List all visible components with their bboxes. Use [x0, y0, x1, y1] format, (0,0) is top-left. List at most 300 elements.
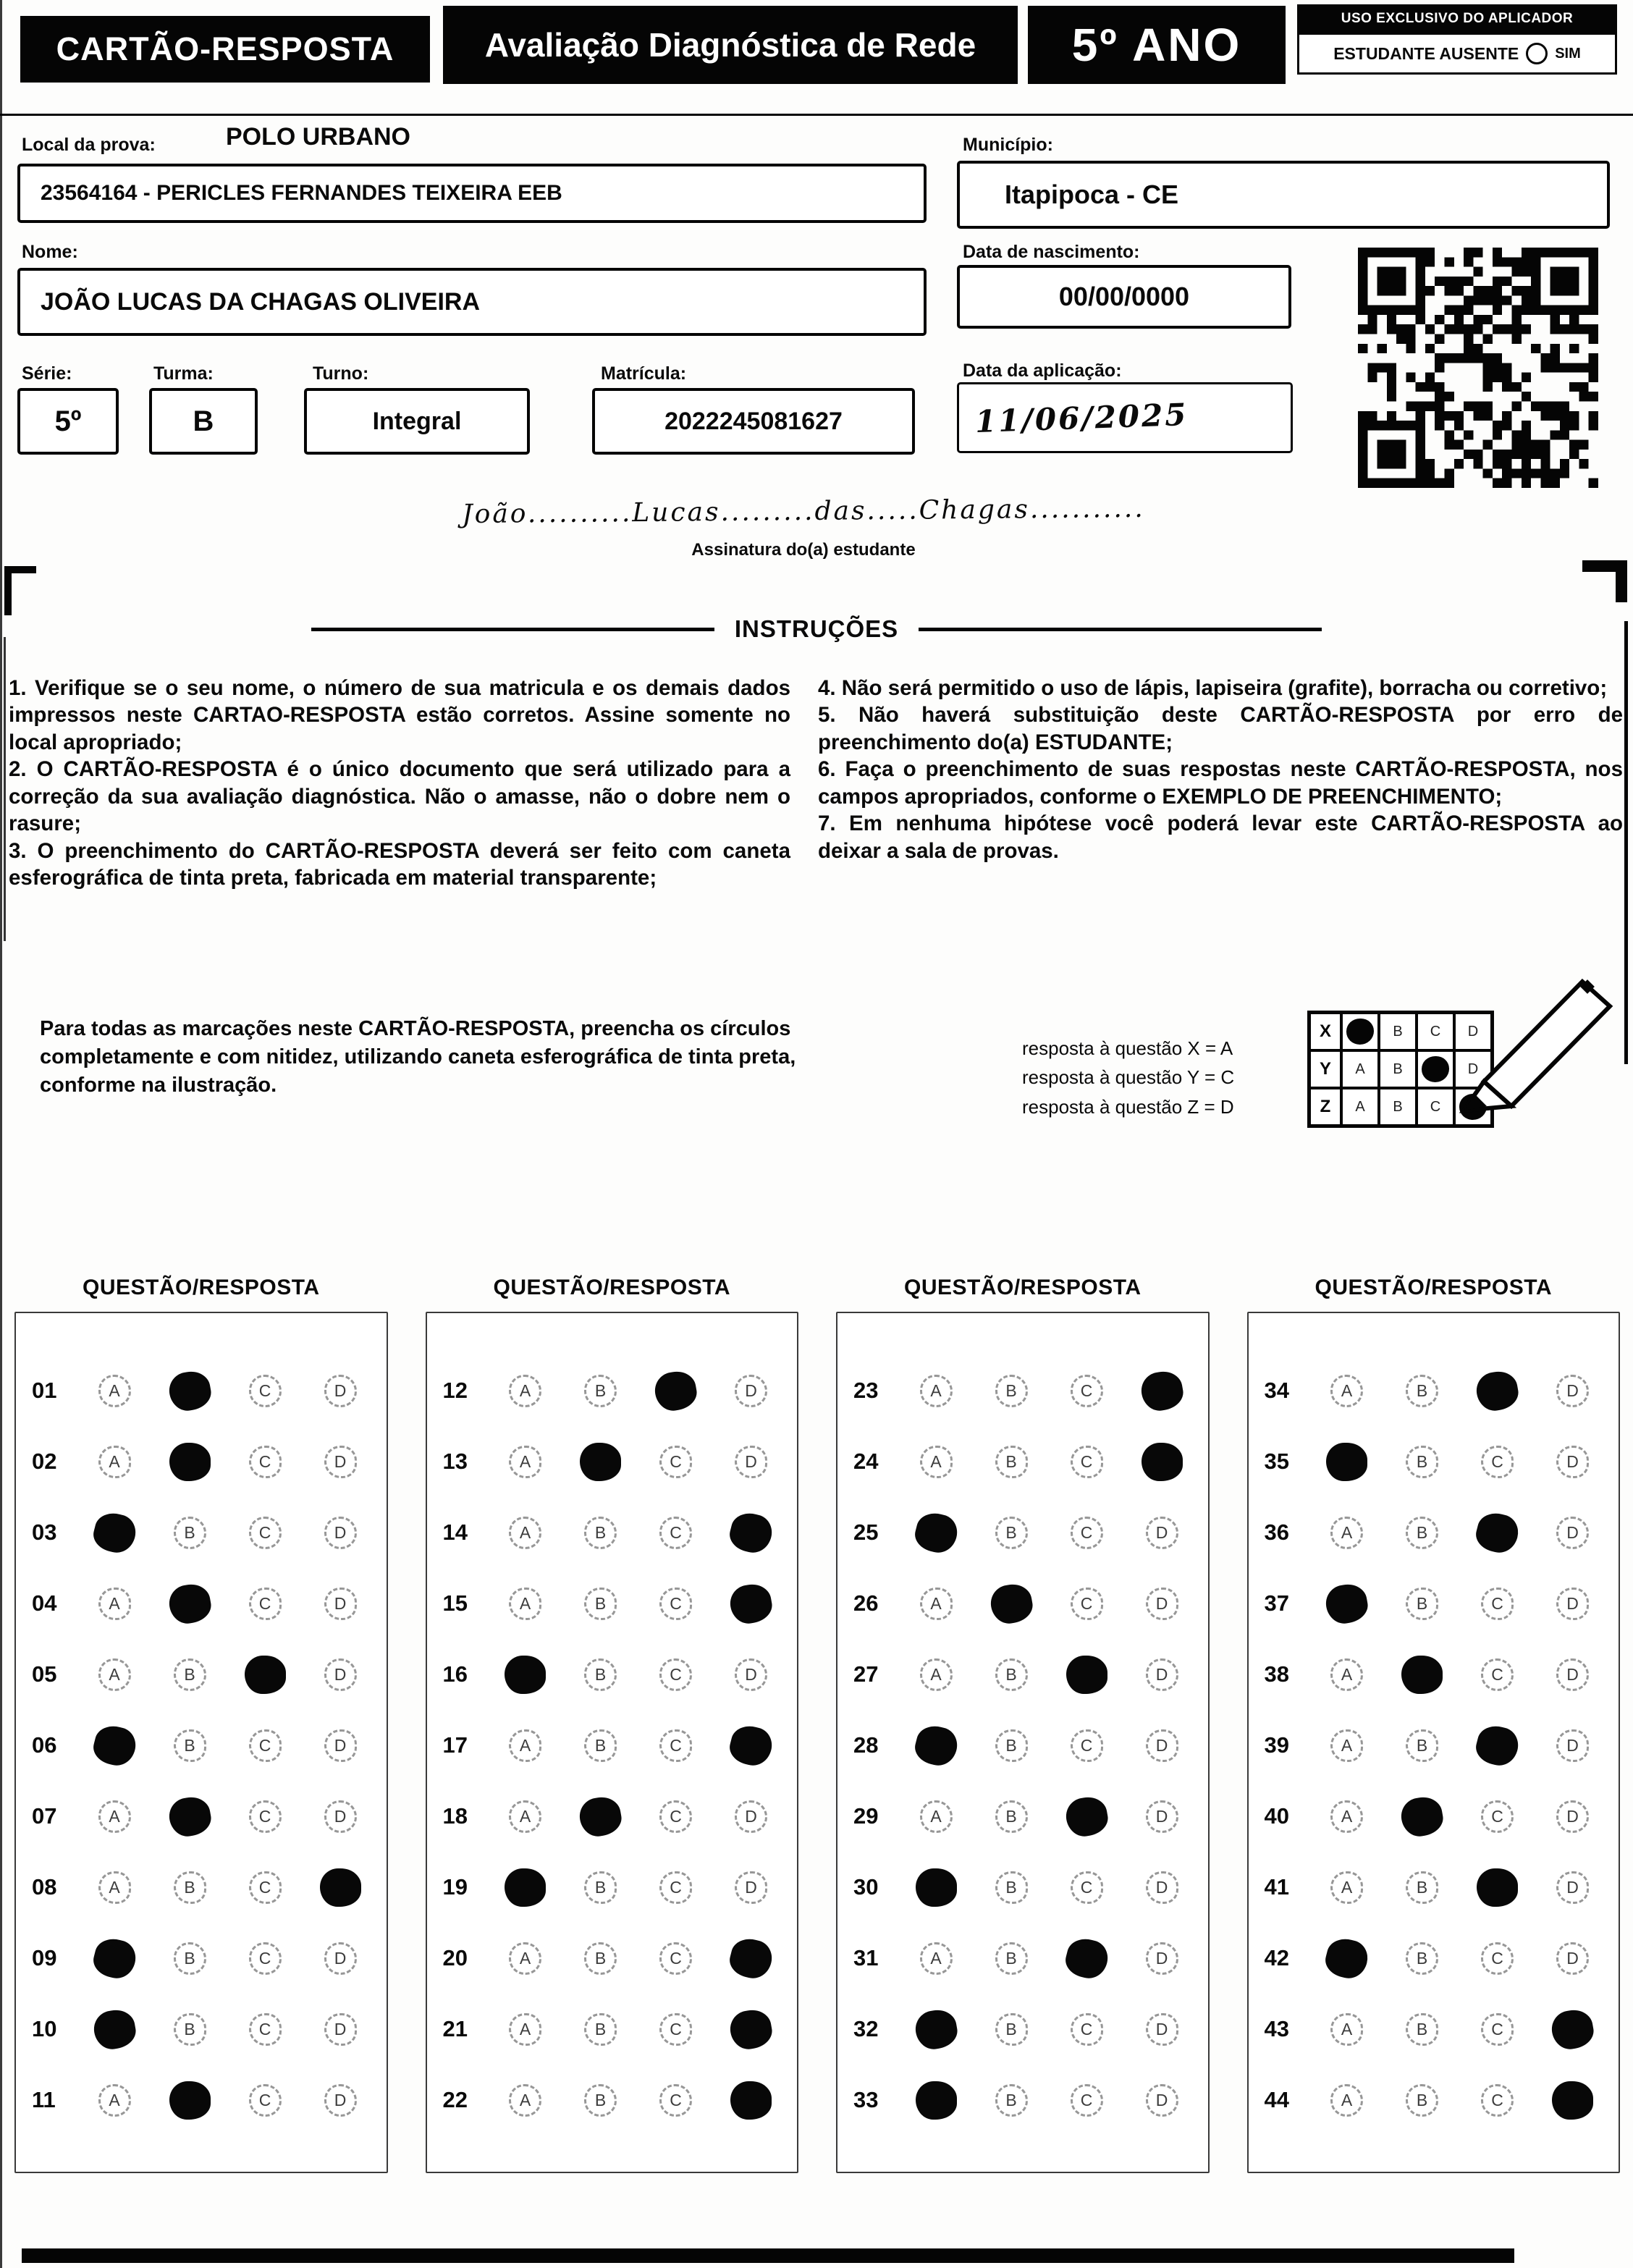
answer-bubble-06-D[interactable]: D — [324, 1729, 357, 1762]
example-cell-Y-B: B — [1379, 1050, 1417, 1088]
bubble-cell — [1049, 2084, 1124, 2117]
answer-bubble-18-A[interactable]: A — [509, 1800, 541, 1833]
example-answer-key — [1022, 1034, 1234, 1121]
answer-bubble-22-A[interactable]: A — [509, 2084, 541, 2117]
answer-bubble-43-C[interactable]: C — [1481, 2013, 1514, 2046]
bubble-cell — [563, 1375, 638, 1407]
bubble-cell — [1309, 1443, 1385, 1481]
answer-bubble-36-B[interactable]: B — [1406, 1517, 1438, 1549]
answer-bubble-02-C[interactable]: C — [249, 1446, 282, 1478]
answer-bubble-30-D[interactable]: D — [1146, 1871, 1178, 1904]
answer-bubble-02-A[interactable]: A — [98, 1446, 131, 1478]
answer-bubble-22-D-filled[interactable] — [730, 2081, 772, 2120]
bubble-cell — [898, 1375, 974, 1407]
question-number: 35 — [1264, 1449, 1289, 1474]
answer-bubble-16-D[interactable]: D — [735, 1658, 767, 1691]
answer-bubble-39-C-filled[interactable] — [1472, 1721, 1522, 1769]
question-number: 05 — [32, 1661, 57, 1687]
answers-section — [14, 1276, 1620, 2173]
bubble-cell — [1124, 2013, 1199, 2046]
question-row — [22, 1994, 387, 2065]
answer-bubble-13-A[interactable]: A — [509, 1446, 541, 1478]
answer-bubble-01-A[interactable]: A — [98, 1375, 131, 1407]
answer-bubble-36-D[interactable]: D — [1556, 1517, 1589, 1549]
answer-bubble-19-C[interactable]: C — [659, 1871, 692, 1904]
corner-mark-left — [4, 566, 36, 615]
example-cell-X-B: B — [1379, 1013, 1417, 1050]
answer-bubble-15-A[interactable]: A — [509, 1588, 541, 1620]
question-row — [843, 1426, 1208, 1497]
question-row — [1254, 1923, 1619, 1994]
instruction-item: 2. O CARTÃO-RESPOSTA é o único documento que será utilizado para a correção da sua avaliação diagnóstica. Não o amasse, não o dobre nem o rasure; — [9, 757, 790, 836]
answer-bubble-17-B[interactable]: B — [584, 1729, 617, 1762]
answer-bubble-23-C[interactable]: C — [1071, 1375, 1103, 1407]
question-row — [1254, 1568, 1619, 1639]
answer-bubble-01-C[interactable]: C — [249, 1375, 282, 1407]
question-number: 18 — [442, 1803, 468, 1829]
answer-bubble-35-B[interactable]: B — [1406, 1446, 1438, 1478]
answer-bubble-14-C[interactable]: C — [659, 1517, 692, 1549]
bubble-cell — [563, 1588, 638, 1620]
answer-bubble-16-C[interactable]: C — [659, 1658, 692, 1691]
bubble-cell — [1124, 1942, 1199, 1975]
qr-code — [1358, 248, 1598, 488]
answer-bubble-05-B[interactable]: B — [174, 1658, 206, 1691]
answer-bubble-36-A[interactable]: A — [1330, 1517, 1363, 1549]
answer-bubble-06-B[interactable]: B — [174, 1729, 206, 1762]
bubble-cell — [563, 1443, 638, 1481]
example-cell-Z-C: C — [1417, 1088, 1454, 1126]
answer-bubble-06-C[interactable]: C — [249, 1729, 282, 1762]
example-filled-bubble — [1346, 1019, 1374, 1045]
bubble-cell — [714, 1446, 789, 1478]
bubble-cell — [714, 2010, 789, 2049]
bubble-cell — [638, 1658, 714, 1691]
instruction-item: 1. Verifique se o seu nome, o número de sua matricula e os demais dados impressos neste CARTAO-RESPOSTA estão corretos. Assine somente no local apropriado; — [9, 676, 790, 754]
bubble-cell — [1309, 1585, 1385, 1623]
answer-bubble-11-A[interactable]: A — [98, 2084, 131, 2117]
answer-bubble-19-A-filled[interactable] — [505, 1868, 546, 1907]
answer-bubble-26-D[interactable]: D — [1146, 1588, 1178, 1620]
bubble-cell — [227, 1871, 303, 1904]
answer-bubble-37-A-filled[interactable] — [1323, 1581, 1370, 1626]
bubble-cell — [152, 1658, 227, 1691]
question-number: 40 — [1264, 1803, 1289, 1829]
answers-column-header: QUESTÃO/RESPOSTA — [493, 1276, 730, 1299]
answer-bubble-03-C[interactable]: C — [249, 1517, 282, 1549]
question-number: 34 — [1264, 1378, 1289, 1403]
answer-bubble-11-B-filled[interactable] — [169, 2081, 211, 2120]
answer-bubble-20-B[interactable]: B — [584, 1942, 617, 1975]
answer-bubble-31-C-filled[interactable] — [1062, 1934, 1111, 1981]
question-number: 10 — [32, 2016, 57, 2041]
answer-bubble-41-D[interactable]: D — [1556, 1871, 1589, 1904]
answers-column-header: QUESTÃO/RESPOSTA — [904, 1276, 1142, 1299]
answer-bubble-16-A-filled[interactable] — [505, 1656, 546, 1694]
bubble-cell — [77, 1727, 152, 1765]
bubble-cell — [303, 2084, 378, 2117]
answer-bubble-10-A-filled[interactable] — [90, 2007, 138, 2052]
local-da-prova-label: Local da prova: — [22, 135, 156, 155]
answer-bubble-21-D-filled[interactable] — [727, 2007, 775, 2052]
answer-bubble-35-D[interactable]: D — [1556, 1446, 1589, 1478]
answer-bubble-22-C[interactable]: C — [659, 2084, 692, 2117]
answer-bubble-38-A[interactable]: A — [1330, 1658, 1363, 1691]
answer-bubble-34-C-filled[interactable] — [1474, 1368, 1521, 1413]
bubble-cell — [714, 1375, 789, 1407]
answer-bubble-14-A[interactable]: A — [509, 1517, 541, 1549]
bubble-cell — [1124, 1800, 1199, 1833]
answer-bubble-31-A[interactable]: A — [920, 1942, 953, 1975]
answer-bubble-28-B[interactable]: B — [995, 1729, 1028, 1762]
bubble-cell — [898, 1727, 974, 1765]
answer-bubble-42-B[interactable]: B — [1406, 1942, 1438, 1975]
answer-bubble-10-D[interactable]: D — [324, 2013, 357, 2046]
question-row — [843, 1923, 1208, 1994]
answer-bubble-08-C[interactable]: C — [249, 1871, 282, 1904]
question-number: 01 — [32, 1378, 57, 1403]
bubble-cell — [152, 1729, 227, 1762]
question-row — [22, 1568, 387, 1639]
question-number: 29 — [853, 1803, 879, 1829]
answer-bubble-19-D[interactable]: D — [735, 1871, 767, 1904]
bubble-cell — [77, 1871, 152, 1904]
answer-bubble-04-A[interactable]: A — [98, 1588, 131, 1620]
answer-bubble-14-D-filled[interactable] — [726, 1509, 775, 1556]
bubble-cell — [898, 1514, 974, 1552]
answer-bubble-07-C[interactable]: C — [249, 1800, 282, 1833]
answer-bubble-17-C[interactable]: C — [659, 1729, 692, 1762]
bubble-cell — [1309, 1658, 1385, 1691]
bubble-cell — [638, 1372, 714, 1410]
bubble-cell — [152, 2081, 227, 2120]
answer-bubble-36-C-filled[interactable] — [1472, 1509, 1522, 1556]
answer-bubble-33-C[interactable]: C — [1071, 2084, 1103, 2117]
answer-bubble-44-C[interactable]: C — [1481, 2084, 1514, 2117]
answer-bubble-18-B-filled[interactable] — [577, 1794, 624, 1839]
bubble-cell — [303, 1868, 378, 1907]
answer-bubble-24-B[interactable]: B — [995, 1446, 1028, 1478]
question-number: 44 — [1264, 2087, 1289, 2112]
answer-bubble-18-D[interactable]: D — [735, 1800, 767, 1833]
applicator-exclusive-label: USO EXCLUSIVO DO APLICADOR — [1297, 4, 1617, 33]
answer-bubble-16-B[interactable]: B — [584, 1658, 617, 1691]
answer-bubble-08-D-filled[interactable] — [320, 1868, 361, 1907]
answer-bubble-27-B[interactable]: B — [995, 1658, 1028, 1691]
answer-bubble-02-D[interactable]: D — [324, 1446, 357, 1478]
question-number: 08 — [32, 1874, 57, 1900]
question-number: 07 — [32, 1803, 57, 1829]
answer-bubble-43-B[interactable]: B — [1406, 2013, 1438, 2046]
answer-bubble-37-C[interactable]: C — [1481, 1588, 1514, 1620]
answer-bubble-26-C[interactable]: C — [1071, 1588, 1103, 1620]
question-number: 32 — [853, 2016, 879, 2041]
question-number: 30 — [853, 1874, 879, 1900]
pencil-icon — [1439, 960, 1629, 1128]
answer-bubble-29-A[interactable]: A — [920, 1800, 953, 1833]
bubble-cell — [898, 1868, 974, 1907]
serie-label: Série: — [22, 363, 72, 384]
answer-bubble-43-D-filled[interactable] — [1549, 2007, 1596, 2052]
answer-bubble-35-C[interactable]: C — [1481, 1446, 1514, 1478]
answer-bubble-13-B-filled[interactable] — [580, 1443, 621, 1481]
answer-bubble-41-A[interactable]: A — [1330, 1871, 1363, 1904]
answer-bubble-27-A[interactable]: A — [920, 1658, 953, 1691]
instruction-item: 6. Faça o preenchimento de suas respostas neste CARTÃO-RESPOSTA, nos campos apropriados, conforme o EXEMPLO DE PREENCHIMENTO; — [818, 757, 1623, 809]
bubble-cell — [152, 1942, 227, 1975]
answer-bubble-25-B[interactable]: B — [995, 1517, 1028, 1549]
instruction-item: 3. O preenchimento do CARTÃO-RESPOSTA deverá ser feito com caneta esferográfica de tinta preta, fabricada em material transparente; — [9, 838, 790, 890]
answer-bubble-05-D[interactable]: D — [324, 1658, 357, 1691]
answer-bubble-32-D[interactable]: D — [1146, 2013, 1178, 2046]
student-absent-row — [1297, 33, 1617, 75]
answer-bubble-25-D[interactable]: D — [1146, 1517, 1178, 1549]
bubble-cell — [714, 2081, 789, 2120]
example-cell-Z-B: B — [1379, 1088, 1417, 1126]
question-row — [22, 1639, 387, 1710]
bubble-cell — [714, 1585, 789, 1623]
answer-bubble-26-B-filled[interactable] — [987, 1581, 1034, 1626]
answer-bubble-21-B[interactable]: B — [584, 2013, 617, 2046]
instruction-item: 7. Em nenhuma hipótese você poderá levar este CARTÃO-RESPOSTA ao deixar a sala de provas. — [818, 811, 1623, 863]
question-number: 11 — [32, 2087, 56, 2112]
answer-bubble-25-A-filled[interactable] — [911, 1509, 961, 1556]
answer-bubble-03-A-filled[interactable] — [90, 1509, 139, 1556]
answer-bubble-12-D[interactable]: D — [735, 1375, 767, 1407]
answer-bubble-04-C[interactable]: C — [249, 1588, 282, 1620]
answer-bubble-07-B-filled[interactable] — [166, 1794, 213, 1839]
answer-bubble-15-D-filled[interactable] — [727, 1581, 775, 1626]
answer-bubble-04-B-filled[interactable] — [166, 1581, 213, 1626]
bubble-cell — [1309, 1729, 1385, 1762]
answer-bubble-09-A-filled[interactable] — [90, 1934, 139, 1981]
question-row — [433, 1852, 798, 1923]
answer-bubble-40-A[interactable]: A — [1330, 1800, 1363, 1833]
answer-bubble-15-B[interactable]: B — [584, 1588, 617, 1620]
answer-bubble-08-B[interactable]: B — [174, 1871, 206, 1904]
answer-bubble-23-B[interactable]: B — [995, 1375, 1028, 1407]
answer-bubble-11-C[interactable]: C — [249, 2084, 282, 2117]
question-number: 33 — [853, 2087, 879, 2112]
answer-bubble-17-D-filled[interactable] — [726, 1721, 775, 1769]
answer-bubble-32-A-filled[interactable] — [912, 2007, 959, 2052]
bubble-cell — [974, 1729, 1049, 1762]
question-number: 36 — [1264, 1519, 1289, 1545]
bubble-cell — [898, 1658, 974, 1691]
answer-bubble-06-A-filled[interactable] — [90, 1721, 139, 1769]
absent-sim-bubble[interactable] — [1526, 43, 1548, 64]
answer-bubble-19-B[interactable]: B — [584, 1871, 617, 1904]
answer-bubble-39-B[interactable]: B — [1406, 1729, 1438, 1762]
answer-bubble-40-D[interactable]: D — [1556, 1800, 1589, 1833]
question-number: 19 — [442, 1874, 468, 1900]
bubble-cell — [1460, 1942, 1535, 1975]
answer-bubble-12-B[interactable]: B — [584, 1375, 617, 1407]
answer-bubble-29-D[interactable]: D — [1146, 1800, 1178, 1833]
question-number: 02 — [32, 1449, 57, 1474]
answer-bubble-20-A[interactable]: A — [509, 1942, 541, 1975]
answer-bubble-38-C[interactable]: C — [1481, 1658, 1514, 1691]
answer-bubble-24-C[interactable]: C — [1071, 1446, 1103, 1478]
answer-bubble-40-C[interactable]: C — [1481, 1800, 1514, 1833]
answer-bubble-30-C[interactable]: C — [1071, 1871, 1103, 1904]
answer-bubble-04-D[interactable]: D — [324, 1588, 357, 1620]
bubble-cell — [1385, 1446, 1460, 1478]
answer-bubble-01-D[interactable]: D — [324, 1375, 357, 1407]
bubble-cell — [152, 1585, 227, 1623]
answer-bubble-09-D[interactable]: D — [324, 1942, 357, 1975]
answer-bubble-09-B[interactable]: B — [174, 1942, 206, 1975]
answer-bubble-33-B[interactable]: B — [995, 2084, 1028, 2117]
answer-bubble-29-B[interactable]: B — [995, 1800, 1028, 1833]
answer-bubble-42-A-filled[interactable] — [1322, 1934, 1371, 1981]
answer-bubble-01-B-filled[interactable] — [166, 1368, 213, 1413]
answer-bubble-23-A[interactable]: A — [920, 1375, 953, 1407]
answer-bubble-07-A[interactable]: A — [98, 1800, 131, 1833]
answer-bubble-34-B[interactable]: B — [1406, 1375, 1438, 1407]
bubble-cell — [488, 1517, 563, 1549]
answer-bubble-28-C[interactable]: C — [1071, 1729, 1103, 1762]
answer-bubble-20-D-filled[interactable] — [726, 1934, 775, 1981]
answer-bubble-22-B[interactable]: B — [584, 2084, 617, 2117]
answer-bubble-17-A[interactable]: A — [509, 1729, 541, 1762]
answer-bubble-40-B-filled[interactable] — [1398, 1794, 1446, 1839]
bubble-cell — [714, 1727, 789, 1765]
example-cell-Y-D: D — [1454, 1050, 1492, 1088]
answer-bubble-02-B-filled[interactable] — [169, 1443, 211, 1481]
answer-bubble-34-D[interactable]: D — [1556, 1375, 1589, 1407]
answer-bubble-23-D-filled[interactable] — [1138, 1368, 1185, 1413]
answer-bubble-24-A[interactable]: A — [920, 1446, 953, 1478]
answer-bubble-05-C-filled[interactable] — [245, 1656, 286, 1694]
question-row — [843, 1781, 1208, 1852]
bubble-cell — [563, 1942, 638, 1975]
answer-bubble-13-C[interactable]: C — [659, 1446, 692, 1478]
card-title: CARTÃO-RESPOSTA — [20, 16, 430, 83]
answer-bubble-42-D[interactable]: D — [1556, 1942, 1589, 1975]
question-row — [433, 1426, 798, 1497]
bubble-cell — [1535, 1729, 1611, 1762]
answer-bubble-32-C[interactable]: C — [1071, 2013, 1103, 2046]
answer-bubble-28-D[interactable]: D — [1146, 1729, 1178, 1762]
example-key-line: resposta à questão Z = D — [1022, 1095, 1234, 1118]
answer-bubble-30-B[interactable]: B — [995, 1871, 1028, 1904]
bubble-cell — [1460, 1372, 1535, 1410]
answer-bubble-38-D[interactable]: D — [1556, 1658, 1589, 1691]
bubble-cell — [974, 1446, 1049, 1478]
question-row — [433, 1355, 798, 1426]
bubble-cell — [1535, 1871, 1611, 1904]
bubble-cell — [898, 1942, 974, 1975]
answer-bubble-35-A-filled[interactable] — [1326, 1443, 1367, 1481]
answer-bubble-37-B[interactable]: B — [1406, 1588, 1438, 1620]
answer-bubble-21-C[interactable]: C — [659, 2013, 692, 2046]
question-number: 15 — [442, 1590, 468, 1616]
answer-bubble-18-C[interactable]: C — [659, 1800, 692, 1833]
question-number: 27 — [853, 1661, 879, 1687]
answer-bubble-27-D[interactable]: D — [1146, 1658, 1178, 1691]
question-row — [22, 1852, 387, 1923]
answer-bubble-11-D[interactable]: D — [324, 2084, 357, 2117]
question-row — [433, 1710, 798, 1781]
example-row-label: X — [1309, 1013, 1341, 1050]
bubble-cell — [227, 1729, 303, 1762]
answer-bubble-08-A[interactable]: A — [98, 1871, 131, 1904]
answer-bubble-25-C[interactable]: C — [1071, 1517, 1103, 1549]
answer-bubble-31-B[interactable]: B — [995, 1942, 1028, 1975]
answer-bubble-07-D[interactable]: D — [324, 1800, 357, 1833]
answer-bubble-21-A[interactable]: A — [509, 2013, 541, 2046]
answer-bubble-41-B[interactable]: B — [1406, 1871, 1438, 1904]
answer-bubble-39-A[interactable]: A — [1330, 1729, 1363, 1762]
answer-bubble-03-B[interactable]: B — [174, 1517, 206, 1549]
answer-bubble-30-A-filled[interactable] — [916, 1868, 957, 1907]
answer-bubble-39-D[interactable]: D — [1556, 1729, 1589, 1762]
question-row — [1254, 1497, 1619, 1568]
bubble-cell — [303, 1729, 378, 1762]
answer-bubble-42-C[interactable]: C — [1481, 1942, 1514, 1975]
answer-bubble-37-D[interactable]: D — [1556, 1588, 1589, 1620]
question-number: 17 — [442, 1732, 468, 1758]
answer-bubble-26-A[interactable]: A — [920, 1588, 953, 1620]
answer-bubble-34-A[interactable]: A — [1330, 1375, 1363, 1407]
answer-bubble-12-C-filled[interactable] — [652, 1368, 699, 1413]
answer-bubble-44-B[interactable]: B — [1406, 2084, 1438, 2117]
question-row — [22, 1923, 387, 1994]
answer-bubble-32-B[interactable]: B — [995, 2013, 1028, 2046]
bubble-cell — [1124, 1517, 1199, 1549]
example-cell-X-C: C — [1417, 1013, 1454, 1050]
bubble-cell — [1124, 1871, 1199, 1904]
bubble-cell — [227, 1800, 303, 1833]
answer-bubble-29-C-filled[interactable] — [1063, 1794, 1110, 1839]
answer-bubble-10-B[interactable]: B — [174, 2013, 206, 2046]
bubble-cell — [303, 1446, 378, 1478]
bubble-cell — [974, 1658, 1049, 1691]
bubble-cell — [898, 2081, 974, 2120]
answer-bubble-20-C[interactable]: C — [659, 1942, 692, 1975]
answer-bubble-44-D-filled[interactable] — [1552, 2081, 1593, 2120]
answer-bubble-43-A[interactable]: A — [1330, 2013, 1363, 2046]
answer-bubble-13-D[interactable]: D — [735, 1446, 767, 1478]
instructions-column-left — [9, 675, 790, 892]
answer-bubble-03-D[interactable]: D — [324, 1517, 357, 1549]
answer-bubble-41-C-filled[interactable] — [1477, 1868, 1518, 1907]
nome-box: JOÃO LUCAS DA CHAGAS OLIVEIRA — [17, 268, 927, 336]
answer-bubble-05-A[interactable]: A — [98, 1658, 131, 1691]
answer-bubble-27-C-filled[interactable] — [1066, 1656, 1107, 1694]
answer-bubble-24-D-filled[interactable] — [1142, 1443, 1183, 1481]
answer-bubble-31-D[interactable]: D — [1146, 1942, 1178, 1975]
bubble-cell — [1049, 1588, 1124, 1620]
answer-bubble-38-B-filled[interactable] — [1401, 1656, 1443, 1694]
title-rule-left — [311, 628, 714, 631]
answer-bubble-33-A-filled[interactable] — [916, 2081, 957, 2120]
answer-bubble-12-A[interactable]: A — [509, 1375, 541, 1407]
bubble-cell — [488, 1800, 563, 1833]
bubble-cell — [1309, 2013, 1385, 2046]
answer-bubble-44-A[interactable]: A — [1330, 2084, 1363, 2117]
answer-bubble-33-D[interactable]: D — [1146, 2084, 1178, 2117]
answer-bubble-09-C[interactable]: C — [249, 1942, 282, 1975]
answer-bubble-10-C[interactable]: C — [249, 2013, 282, 2046]
answer-bubble-15-C[interactable]: C — [659, 1588, 692, 1620]
bubble-cell — [1460, 1588, 1535, 1620]
answer-bubble-14-B[interactable]: B — [584, 1517, 617, 1549]
bubble-cell — [1124, 1588, 1199, 1620]
answer-bubble-28-A-filled[interactable] — [911, 1721, 961, 1769]
bubble-cell — [152, 1871, 227, 1904]
